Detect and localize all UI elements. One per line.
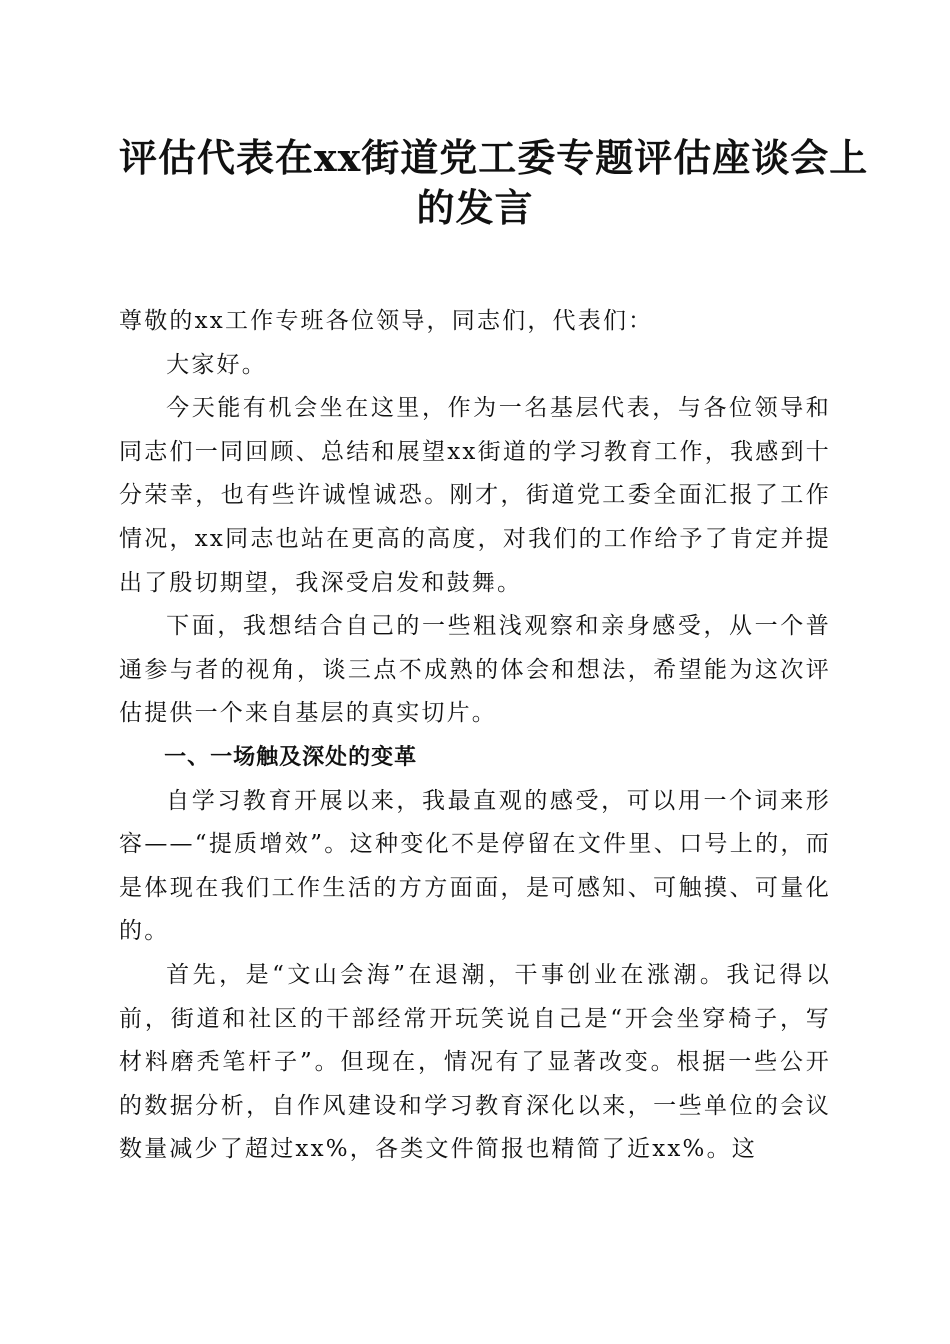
intro-paragraph-1: 今天能有机会坐在这里，作为一名基层代表，与各位领导和同志们一同回顾、总结和展望xx街道的学习教育工作，我感到十分荣幸，也有些许诚惶诚恐。刚才，街道党工委全面汇报了工作情况，xx同志也站在更高的高度，对我们的工作给予了肯定并提出了殷切期望，我深受启发和鼓舞。 (119, 395, 831, 596)
salutation: 尊敬的xx工作专班各位领导，同志们，代表们： (119, 308, 654, 334)
document-title (119, 133, 869, 233)
section1-paragraph-2: 首先，是“文山会海”在退潮，干事创业在涨潮。我记得以前，街道和社区的干部经常开玩笑说自己是“开会坐穿椅子，写材料磨秃笔杆子”。但现在，情况有了显著改变。根据一些公开的数据分析，自作风建设和学习教育深化以来，一些单位的会议数量减少了超过xx%，各类文件简报也精简了近xx%。这 (119, 961, 831, 1163)
section1-paragraph-1: 自学习教育开展以来，我最直观的感受，可以用一个词来形容——“提质增效”。这种变化不是停留在文件里、口号上的，而是体现在我们工作生活的方方面面，是可感知、可触摸、可量化的。 (119, 787, 831, 945)
title-line-1: 评估代表在xx街道党工委专题评估座谈会上 (119, 135, 869, 180)
greeting: 大家好。 (166, 351, 267, 378)
intro-paragraph-2: 下面，我想结合自己的一些粗浅观察和亲身感受，从一个普通参与者的视角，谈三点不成熟的体会和想法，希望能为这次评估提供一个来自基层的真实切片。 (119, 613, 831, 727)
title-line-2: 的发言 (416, 185, 534, 230)
section-heading-1: 一、一场触及深处的变革 (164, 744, 418, 770)
document-body (119, 300, 831, 1172)
